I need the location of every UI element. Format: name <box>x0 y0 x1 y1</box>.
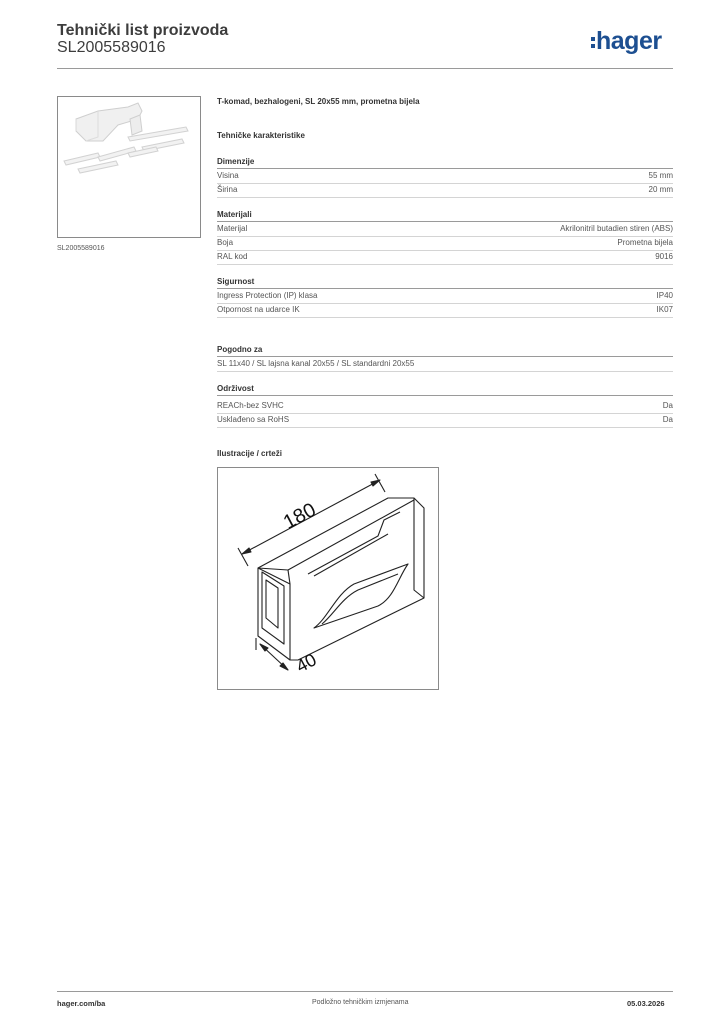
spec-row <box>217 358 673 372</box>
spec-row <box>217 184 673 198</box>
spec-row <box>217 223 673 237</box>
group-title-suitable: Pogodno za <box>217 345 673 357</box>
footer-notice: Podložno tehničkim izmjenama <box>312 999 409 1006</box>
illustrations-heading: Ilustracije / crteži <box>217 449 282 458</box>
product-name: T-komad, bezhalogeni, SL 20x55 mm, prometna bijela <box>217 97 420 106</box>
footer-website[interactable]: hager.com/ba <box>57 999 106 1008</box>
spec-label: REACh-bez SVHC <box>217 401 284 410</box>
spec-value: Prometna bijela <box>617 238 673 247</box>
product-photo <box>57 96 201 238</box>
hager-logo <box>591 27 662 56</box>
group-title-sustainability: Održivost <box>217 384 673 396</box>
spec-label: Boja <box>217 238 234 247</box>
spec-row <box>217 170 673 184</box>
spec-label: Usklađeno sa RoHS <box>217 415 290 424</box>
spec-row <box>217 414 673 428</box>
group-title-materials: Materijali <box>217 210 673 222</box>
group-title-safety: Sigurnost <box>217 277 673 289</box>
spec-label: Materijal <box>217 224 248 233</box>
spec-label: Otpornost na udarce IK <box>217 305 300 314</box>
spec-label: SL 11x40 / SL lajsna kanal 20x55 / SL standardni 20x55 <box>217 359 415 368</box>
spec-row <box>217 290 673 304</box>
characteristics-heading: Tehničke karakteristike <box>217 131 305 140</box>
photo-caption: SL2005589016 <box>57 245 105 252</box>
header-divider <box>57 68 673 69</box>
dim-width-label: 40 <box>292 649 320 677</box>
t-piece-drawing <box>218 468 438 689</box>
footer-date: 05.03.2026 <box>627 999 665 1008</box>
spec-value: IK07 <box>656 305 673 314</box>
spec-value: Da <box>662 415 673 424</box>
dim-length-label: 180 <box>279 498 320 534</box>
product-parts-image <box>58 97 200 237</box>
spec-label: Ingress Protection (IP) klasa <box>217 291 318 300</box>
page-title: Tehnički list proizvoda <box>57 22 229 39</box>
spec-label: Širina <box>217 185 238 194</box>
spec-row <box>217 400 673 414</box>
spec-value: IP40 <box>656 291 673 300</box>
spec-row <box>217 237 673 251</box>
spec-value: Akrilonitril butadien stiren (ABS) <box>560 224 673 233</box>
spec-row <box>217 304 673 318</box>
spec-value: 55 mm <box>648 171 673 180</box>
logo-text: hager <box>596 27 662 55</box>
spec-label: RAL kod <box>217 252 248 261</box>
spec-value: 20 mm <box>648 185 673 194</box>
spec-value: Da <box>662 401 673 410</box>
spec-value: 9016 <box>655 252 673 261</box>
spec-label: Visina <box>217 171 239 180</box>
spec-row <box>217 251 673 265</box>
footer-divider <box>57 991 673 992</box>
product-code: SL2005589016 <box>57 39 166 56</box>
technical-drawing <box>217 467 439 690</box>
group-title-dimensions: Dimenzije <box>217 157 673 169</box>
